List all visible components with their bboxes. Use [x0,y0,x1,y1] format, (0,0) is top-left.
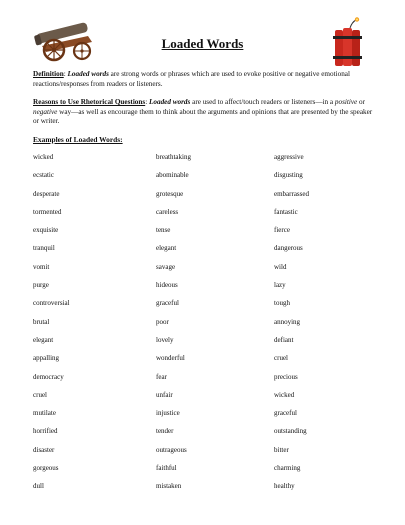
definition-term: Loaded words [67,70,109,78]
loaded-word: wicked [33,153,54,161]
loaded-word: brutal [33,317,50,326]
loaded-word: democracy [33,372,64,381]
word-row [33,299,373,317]
loaded-word: healthy [274,482,295,491]
loaded-word: wicked [274,390,295,399]
rhetorical-paragraph: Reasons to Use Rhetorical Questions: Loaded words are used to affect/touch readers or listeners—in a positive or negative way—as well as encourage them to think about the arguments and opinions that are presented by the speaker or writer. [33,98,373,126]
loaded-word: tranquil [33,244,55,253]
loaded-word: cruel [33,390,47,399]
loaded-word: elegant [33,335,54,344]
loaded-word: fantastic [274,207,298,216]
loaded-word: desperate [33,189,60,198]
rhetorical-or: or [357,98,366,106]
word-row [33,208,373,226]
loaded-word: lazy [274,281,286,290]
loaded-word: fierce [274,226,290,235]
loaded-word: disgusting [274,171,303,180]
loaded-word: vomit [33,262,50,271]
loaded-word: embarrassed [274,189,309,198]
loaded-word: controversial [33,299,70,308]
loaded-word: fear [156,372,167,381]
rhetorical-negative: negative [33,107,58,116]
word-row [33,153,373,171]
word-row [33,354,373,372]
loaded-word: tormented [33,207,62,216]
loaded-word: defiant [274,335,294,344]
loaded-word: horrified [33,427,58,436]
loaded-word: faithful [156,464,177,473]
loaded-word: graceful [274,409,297,418]
word-row [33,226,373,244]
loaded-word: grotesque [156,189,184,198]
loaded-word: dangerous [274,244,303,253]
loaded-word: graceful [156,299,179,308]
loaded-word: injustice [156,409,180,418]
examples-heading: Examples of Loaded Words: [33,135,123,144]
loaded-word: wonderful [156,354,185,363]
loaded-word: tense [156,226,171,235]
loaded-word: wild [274,262,287,271]
rhetorical-term: Loaded words [149,98,191,106]
word-row [33,464,373,482]
definition-heading: Definition [33,70,64,78]
word-row [33,373,373,391]
word-row [33,336,373,354]
loaded-word: precious [274,372,298,381]
word-row [33,391,373,409]
loaded-word: aggressive [274,153,304,161]
loaded-word: annoying [274,317,301,326]
loaded-word: cruel [274,354,288,363]
loaded-word: tender [156,427,174,436]
word-row [33,427,373,445]
loaded-word: gorgeous [33,464,59,473]
word-row [33,446,373,464]
word-row [33,263,373,281]
word-row [33,281,373,299]
loaded-word: disaster [33,445,55,454]
rhetorical-text: are used to affect/touch readers or listeners—in a [190,98,335,106]
loaded-word: purge [33,281,49,290]
word-row [33,482,373,500]
page-title: Loaded Words [161,36,244,51]
loaded-word: careless [156,207,179,216]
loaded-word: breathtaking [156,153,191,161]
loaded-word: outstanding [274,427,307,436]
rhetorical-heading: Reasons to Use Rhetorical Questions [33,98,146,106]
word-row [33,318,373,336]
loaded-word: bitter [274,445,289,454]
loaded-word: abominable [156,171,189,180]
loaded-words-list [33,153,373,501]
loaded-word: elegant [156,244,177,253]
loaded-word: mutilate [33,409,56,418]
word-row [33,244,373,262]
loaded-word: poor [156,317,169,326]
definition-text: are strong words or phrases which are used to evoke positive or negative emotional reactions/responses from readers or listeners. [33,70,350,88]
definition-paragraph: Definition: Loaded words are strong words or phrases which are used to evoke positive or negative emotional reactions/responses from readers or listeners. [33,70,350,88]
word-row [33,171,373,189]
loaded-word: ecstatic [33,171,54,180]
loaded-word: appalling [33,354,60,363]
rhetorical-positive: positive [334,98,358,106]
loaded-word: unfair [156,390,173,399]
loaded-word: tough [274,299,290,308]
word-row [33,409,373,427]
rhetorical-text-2: way—as well as encourage them to think about the arguments and opinions that are presented by the speaker or writer. [33,107,373,126]
loaded-word: hideous [156,281,178,290]
loaded-word: savage [156,262,176,271]
word-row [33,190,373,208]
loaded-word: lovely [156,335,174,344]
loaded-word: dull [33,482,44,491]
loaded-word: outrageous [156,445,187,454]
loaded-word: charming [274,464,301,473]
loaded-word: exquisite [33,226,59,235]
loaded-word: mistaken [156,482,182,491]
